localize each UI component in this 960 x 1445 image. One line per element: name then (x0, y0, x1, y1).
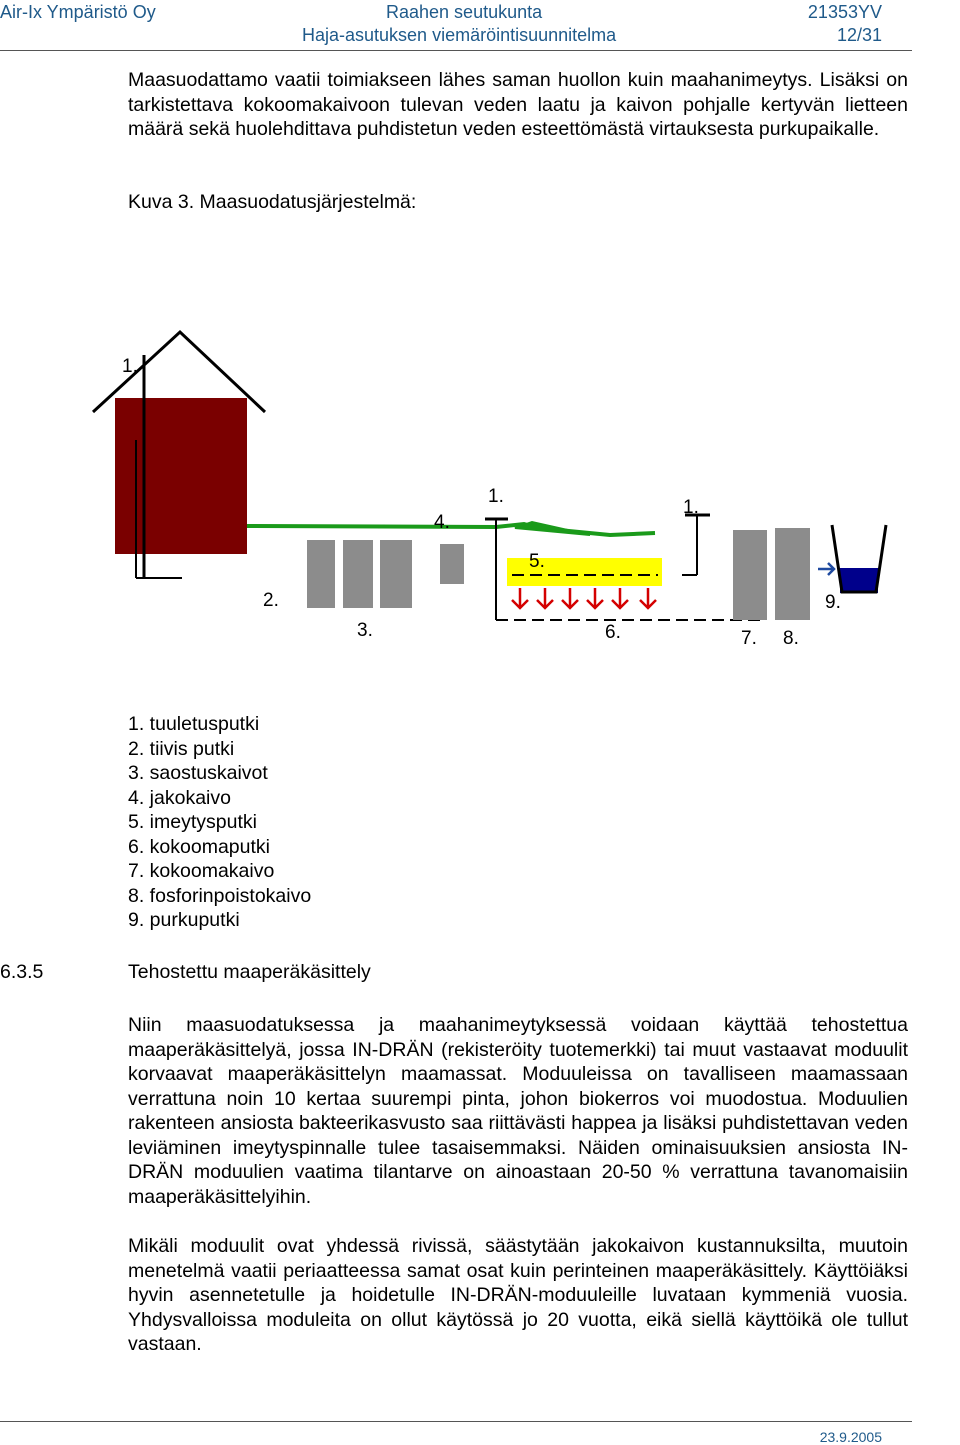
house-body (115, 398, 247, 554)
septic-tank-2 (343, 540, 373, 608)
header-rule (0, 50, 912, 51)
header-page-number: 12/31 (836, 25, 882, 45)
section-title: Tehostettu maaperäkäsittely (128, 961, 371, 983)
legend-item: 8. fosforinpoistokaivo (128, 884, 312, 907)
distribution-well (440, 544, 464, 584)
legend-item: 4. jakokaivo (128, 786, 231, 809)
label-5: 5. (529, 551, 545, 572)
figure-caption: Kuva 3. Maasuodatusjärjestelmä: (128, 191, 417, 213)
septic-tank-1 (307, 540, 335, 608)
legend-item: 2. tiivis putki (128, 737, 235, 760)
phosphorus-removal-well (775, 528, 810, 620)
legend-item: 7. kokoomakaivo (128, 860, 275, 882)
figure-legend (128, 712, 311, 933)
body-paragraph-2: Mikäli moduulit ovat yhdessä rivissä, säästytään jakokaivon kustannuksilta, muutoin menetelmä vaatii periaatteessa samat osat kuin perinteinen maaperäkäsittely. Käyttöiäksi hyvin asennetetulle ja hoidetulle IN-DRÄN-moduuleille luvataan kymmeniä vuosia. Yhdysvalloissa moduleita on ollut käytössä jo 20 vuotta, eikä siellä käyttöikä ole tullut vastaan. (128, 1235, 908, 1355)
legend-item: 6. kokoomaputki (128, 835, 270, 858)
label-1-house: 1. (122, 356, 138, 377)
legend-item: 9. purkuputki (128, 909, 240, 931)
label-1-collection: 1. (683, 497, 699, 518)
label-3: 3. (357, 620, 373, 641)
legend-item: 3. saostuskaivot (128, 762, 268, 784)
intro-paragraph: Maasuodattamo vaatii toimiakseen lähes saman huollon kuin maahanimeytys. Lisäksi on tarkistettava kokoomakaivoon tulevan veden laatu ja kaivon pohjalle kertyvän lietteen määrä sekä huolehdittava puhdistetun veden esteettömästä virtauksesta purkupaikalle. (128, 69, 908, 140)
label-1-field: 1. (488, 486, 504, 507)
septic-tank-3 (380, 540, 412, 608)
section-number: 6.3.5 (0, 961, 44, 983)
body-paragraph-1: Niin maasuodatuksessa ja maahanimeytyksessä voidaan käyttää tehostettua maaperäkäsittelyä, jossa IN-DRÄN (rekisteröity tuotemerkki) tai muut vastaavat moduulit korvaavat maaperäkäsittelyn maamassat. Moduuleissa on tavalliseen maamassaan verrattuna noin 10 kertaa suurempi pinta, johon biokerros voi muodostua. Moduulien rakenteen ansiosta bakteerikasvusto saa riittävästi happea ja lisäksi puhdistettavan veden leviäminen imeytyspinnalle tulee tasaisemmaksi. Näiden ominaisuuksien ansiosta IN-DRÄN moduulien vaatima tilantarve on ainoastaan 20-50 % verrattuna tavanomaisiin maaperäkäsittelyihin. (128, 1014, 908, 1208)
collection-well (733, 530, 767, 620)
footer-rule (0, 1421, 912, 1422)
label-7: 7. (741, 628, 757, 649)
label-2: 2. (263, 590, 279, 611)
legend-item: 1. tuuletusputki (128, 713, 260, 735)
label-8: 8. (783, 628, 799, 649)
header-code: 21353YV (807, 2, 882, 22)
header-region: Raahen seutukunta (386, 2, 543, 22)
label-4: 4. (434, 512, 450, 533)
discharge-water (840, 568, 878, 593)
footer-date: 23.9.2005 (819, 1429, 882, 1445)
header-company: Air-Ix Ympäristö Oy (0, 2, 156, 22)
label-6: 6. (605, 622, 621, 643)
label-9: 9. (825, 592, 841, 613)
header-plan-title: Haja-asutuksen viemäröintisuunnitelma (302, 25, 617, 45)
legend-item: 5. imeytysputki (128, 811, 257, 833)
filtration-system-diagram (60, 240, 960, 660)
